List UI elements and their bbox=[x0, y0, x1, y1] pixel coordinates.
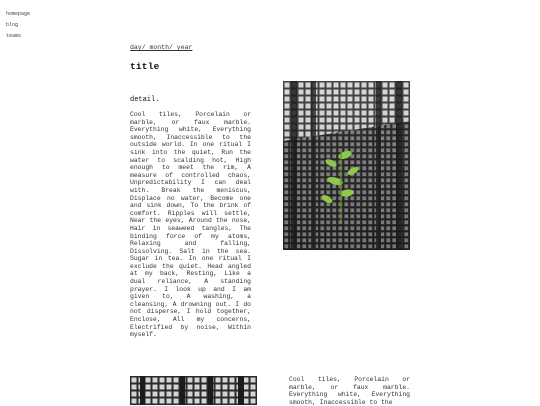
site-nav bbox=[6, 9, 30, 42]
nav-link-teams[interactable]: teams bbox=[6, 33, 22, 39]
grate-plant-photo bbox=[283, 81, 410, 250]
post-date: day/ month/ year bbox=[130, 44, 193, 51]
post-title: title bbox=[130, 61, 160, 72]
post-body: Cool tiles, Porcelain or marble, or faux marble. Everything white, Everything smooth, Inaccessible to the outside world. In one ritual I sink into the quiet, Run the water to scalding hot, High enough to meet the rim, A measure of controlled chaos, Unpredictability I can deal with. Break the meniscus, Displace no water, Become one and sink down, To the brink of comfort. Ripples will settle, Near the eyes, Around the nose, Hair in seaweed tangles, The binding force of my atoms, Relaxing and falling, Dissolving. Salt in the sea. Sugar in tea. In one ritual I exclude the quiet. Head angled at my back, Resting, Like a dual reliance, A standing prayer. I look up and I am given to, A washing, a cleansing, A drowning out. I do not disperse, I hold together, Enclose, All my concerns, Electrified by noise, Within myself. bbox=[130, 111, 251, 339]
post-detail: detail. bbox=[130, 96, 160, 104]
grate-photo-thumbnail bbox=[130, 376, 257, 405]
post-body-excerpt: Cool tiles, Porcelain or marble, or faux marble. Everything white, Everything smooth, Inaccessible to the bbox=[289, 376, 410, 406]
nav-link-blog[interactable]: blog bbox=[6, 22, 19, 28]
nav-link-homepage[interactable]: homepage bbox=[6, 11, 31, 17]
